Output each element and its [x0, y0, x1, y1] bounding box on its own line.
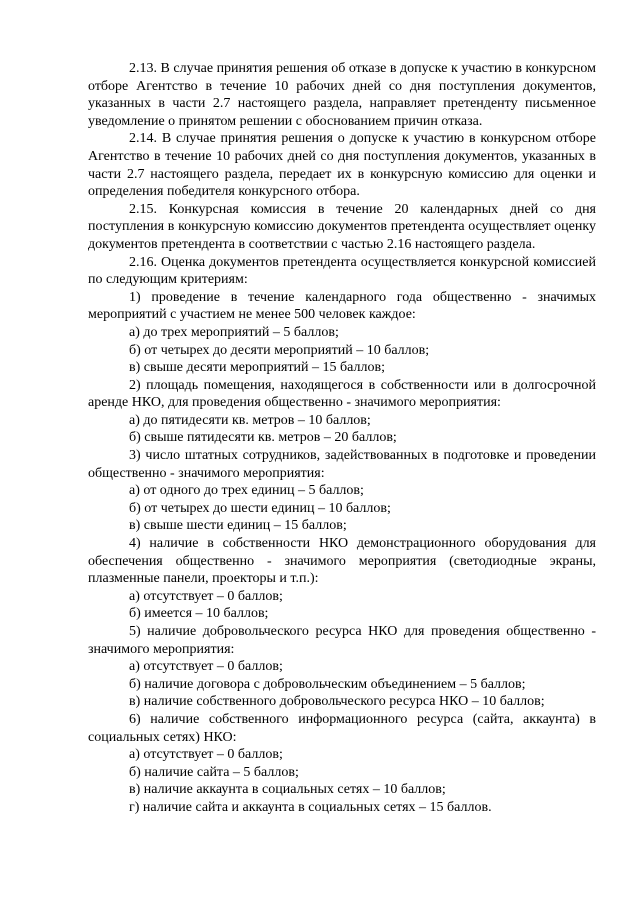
criterion-4-option-a: а) отсутствует – 0 баллов; [129, 588, 283, 604]
criterion-3: 3) число штатных сотрудников, задействованных в подготовке и проведении общественно - значимого мероприятия: [88, 448, 596, 481]
criterion-2-option-a: а) до пятидесяти кв. метров – 10 баллов; [129, 412, 371, 428]
criterion-6-option-d: г) наличие сайта и аккаунта в социальных сетях – 15 баллов. [129, 799, 492, 815]
criterion-6-option-b: б) наличие сайта – 5 баллов; [129, 764, 299, 780]
criterion-4-option-b: б) имеется – 10 баллов; [129, 606, 269, 622]
paragraph-2-14: 2.14. В случае принятия решения о допуске к участию в конкурсном отборе Агентство в течение 10 рабочих дней со дня поступления документов, указанных в части 2.7 настоящего раздела, передает их в конкурсную комиссию для оценки и определения победителя конкурсного отбора. [88, 131, 596, 200]
paragraph-2-15: 2.15. Конкурсная комиссия в течение 20 календарных дней со дня поступления в конкурсную комиссию документов претендента осуществляет оценку документов претендента в соответствии с частью 2.16 настоящего раздела. [88, 201, 596, 252]
criterion-2: 2) площадь помещения, находящегося в собственности или в долгосрочной аренде НКО, для проведения общественно - значимого мероприятия: [88, 377, 596, 411]
criterion-4: 4) наличие в собственности НКО демонстрационного оборудования для обеспечения общественно - значимого мероприятия (светодиодные экраны, плазменные панели, проекторы и т.п.): [88, 536, 596, 587]
criterion-2-option-b: б) свыше пятидесяти кв. метров – 20 баллов; [129, 430, 397, 446]
criterion-5: 5) наличие добровольческого ресурса НКО для проведения общественно - значимого мероприятия: [88, 624, 596, 657]
criterion-5-option-c: в) наличие собственного добровольческого ресурса НКО – 10 баллов; [129, 694, 545, 710]
criterion-1-option-c: в) свыше десяти мероприятий – 15 баллов; [129, 360, 385, 376]
criterion-3-option-a: а) от одного до трех единиц – 5 баллов; [129, 483, 364, 499]
criterion-6-option-a: а) отсутствует – 0 баллов; [129, 747, 283, 763]
criterion-3-option-c: в) свыше шести единиц – 15 баллов; [129, 518, 347, 534]
paragraph-2-16: 2.16. Оценка документов претендента осуществляется конкурсной комиссией по следующим критериям: [88, 254, 596, 288]
criterion-3-option-b: б) от четырех до шести единиц – 10 баллов; [129, 500, 391, 516]
criterion-6-option-c: в) наличие аккаунта в социальных сетях – 10 баллов; [129, 782, 446, 798]
criterion-1: 1) проведение в течение календарного года общественно - значимых мероприятий с участием не менее 500 человек каждое: [88, 289, 596, 323]
criterion-5-option-b: б) наличие договора с добровольческим объединением – 5 баллов; [129, 676, 526, 692]
criterion-1-option-b: б) от четырех до десяти мероприятий – 10 баллов; [129, 342, 430, 358]
paragraph-2-13: 2.13. В случае принятия решения об отказе в допуске к участию в конкурсном отборе Агентство в течение 10 рабочих дней со дня поступления документов, указанных в части 2.7 настоящего раздела, направляет претенденту письменное уведомление о принятом решении с обоснованием причин отказа. [88, 61, 596, 129]
criterion-6: 6) наличие собственного информационного ресурса (сайта, аккаунта) в социальных сетях) НКО: [88, 711, 596, 745]
criterion-1-option-a: а) до трех мероприятий – 5 баллов; [129, 324, 339, 340]
document-page [88, 60, 596, 817]
criterion-5-option-a: а) отсутствует – 0 баллов; [129, 659, 283, 675]
